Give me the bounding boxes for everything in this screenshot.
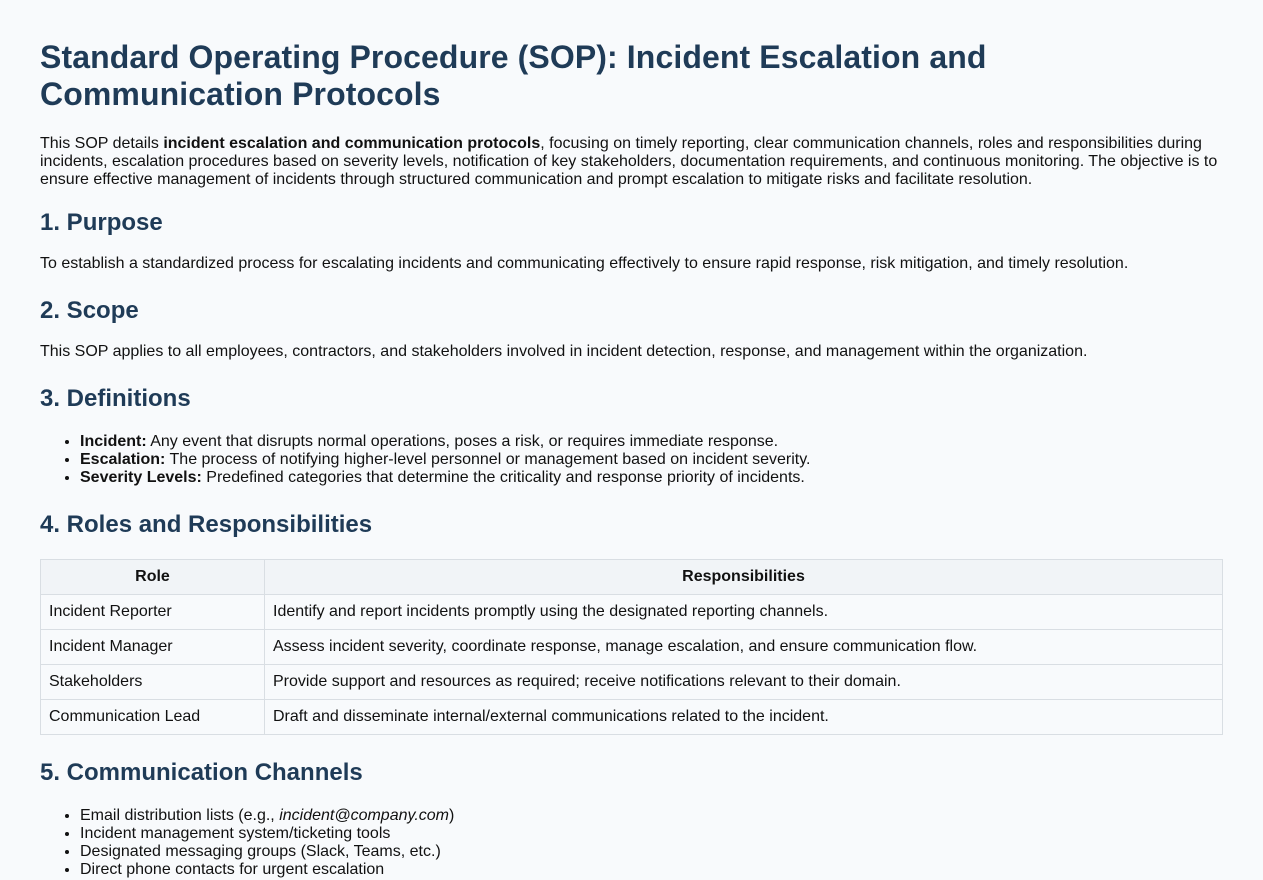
- table-row: [41, 630, 1223, 665]
- role-cell: Incident Manager: [41, 630, 265, 665]
- responsibility-cell: Identify and report incidents promptly using the designated reporting channels.: [265, 595, 1223, 630]
- section-heading-scope: 2. Scope: [40, 297, 139, 324]
- definition-text: The process of notifying higher-level personnel or management based on incident severity.: [165, 451, 811, 468]
- responsibility-cell: Assess incident severity, coordinate response, manage escalation, and ensure communication flow.: [265, 630, 1223, 665]
- column-header-role: Role: [41, 560, 265, 595]
- definition-item: [80, 451, 1223, 469]
- column-header-responsibilities: Responsibilities: [265, 560, 1223, 595]
- channels-list: [40, 807, 1223, 879]
- definitions-list: [40, 433, 1223, 487]
- section-heading-definitions: 3. Definitions: [40, 385, 191, 412]
- intro-text-before: This SOP details: [40, 135, 164, 152]
- intro-paragraph: [40, 135, 1223, 189]
- channel-item: • Incident management system/ticketing tools: [80, 825, 1223, 843]
- table-row: [41, 700, 1223, 735]
- definition-item: [80, 433, 1223, 451]
- table-header-row: [41, 560, 1223, 595]
- channel-item: • Designated messaging groups (Slack, Teams, etc.): [80, 843, 1223, 861]
- email-address: incident@company.com: [279, 807, 449, 824]
- table-row: [41, 595, 1223, 630]
- role-cell: Stakeholders: [41, 665, 265, 700]
- section-heading-purpose: 1. Purpose: [40, 209, 163, 236]
- responsibility-cell: Draft and disseminate internal/external communications related to the incident.: [265, 700, 1223, 735]
- scope-text: This SOP applies to all employees, contractors, and stakeholders involved in incident detection, response, and management within the organization.: [40, 343, 1088, 360]
- definition-text: Predefined categories that determine the criticality and response priority of incidents.: [201, 469, 805, 486]
- definition-item: [80, 469, 1223, 487]
- channel-item: • Direct phone contacts for urgent escalation: [80, 861, 1223, 879]
- roles-table: [40, 559, 1223, 735]
- table-row: [41, 665, 1223, 700]
- role-cell: Incident Reporter: [41, 595, 265, 630]
- definition-term: Incident:: [80, 433, 147, 450]
- section-heading-roles: 4. Roles and Responsibilities: [40, 511, 373, 538]
- section-heading-channels: 5. Communication Channels: [40, 759, 363, 786]
- intro-text-bold: incident escalation and communication protocols: [163, 135, 541, 152]
- definition-term: Escalation:: [80, 451, 166, 468]
- intro-text-after: , focusing on timely reporting, clear communication channels, roles and responsibilities during incidents, escalation procedures based on severity levels, notification of key stakeholders, documentation requirements, and continuous monitoring. The objective is to ensure effective management of incidents through structured communication and prompt escalation to mitigate risks and facilitate resolution.: [40, 135, 1218, 188]
- role-cell: Communication Lead: [41, 700, 265, 735]
- channel-email-prefix: Email distribution lists (e.g.,: [80, 807, 280, 824]
- definition-text: Any event that disrupts normal operations, poses a risk, or requires immediate response.: [146, 433, 779, 450]
- channel-item-email: [80, 807, 1223, 825]
- purpose-text: To establish a standardized process for escalating incidents and communicating effectively to ensure rapid response, risk mitigation, and timely resolution.: [40, 255, 1129, 272]
- page-title: Standard Operating Procedure (SOP): Incident Escalation and Communication Protocols: [40, 39, 987, 112]
- definition-term: Severity Levels:: [80, 469, 202, 486]
- responsibility-cell: Provide support and resources as required; receive notifications relevant to their domain.: [265, 665, 1223, 700]
- channel-email-suffix: ): [448, 807, 455, 824]
